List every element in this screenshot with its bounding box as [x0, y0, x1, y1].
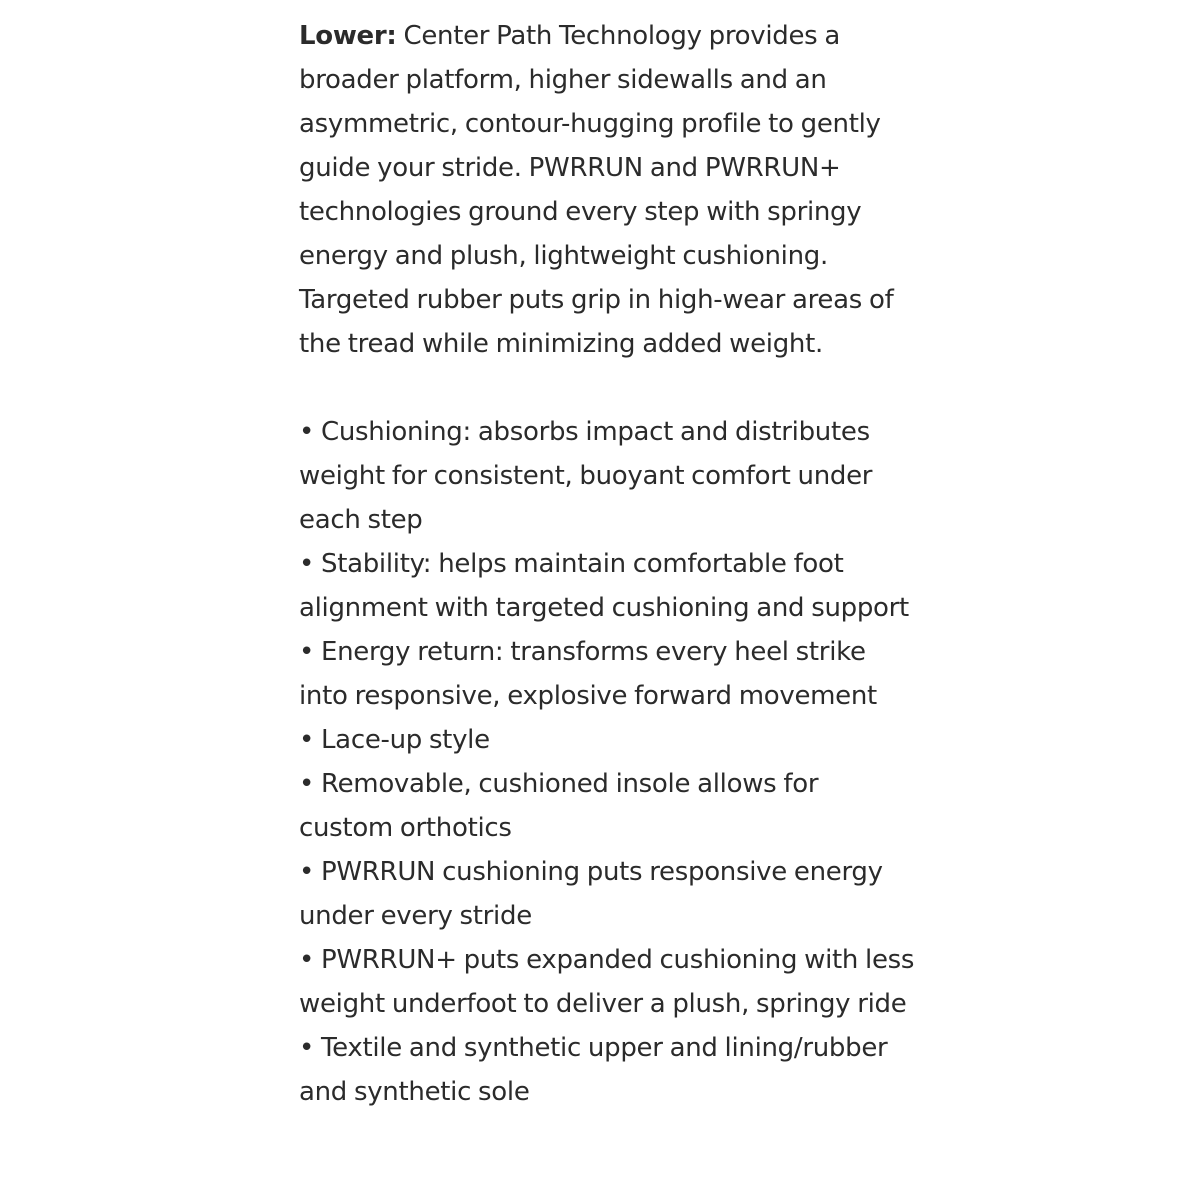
feature-item-pwrrun: • PWRRUN cushioning puts responsive energy under every stride	[299, 857, 883, 931]
lower-label: Lower:	[299, 21, 397, 51]
lower-paragraph	[299, 14, 919, 366]
feature-item-pwrrun-plus: • PWRRUN+ puts expanded cushioning with less weight underfoot to deliver a plush, springy ride	[299, 945, 915, 1019]
feature-list	[299, 410, 919, 1114]
product-description	[299, 14, 919, 1114]
feature-item-energy-return: • Energy return: transforms every heel strike into responsive, explosive forward movement	[299, 637, 877, 711]
feature-item-stability: • Stability: helps maintain comfortable foot alignment with targeted cushioning and support	[299, 549, 909, 623]
feature-item-insole: • Removable, cushioned insole allows for custom orthotics	[299, 769, 819, 843]
lower-text: Center Path Technology provides a broader platform, higher sidewalls and an asymmetric, contour-hugging profile to gently guide your stride. PWRRUN and PWRRUN+ technologies ground every step with springy energy and plush, lightweight cushioning. Targeted rubber puts grip in high-wear areas of the tread while minimizing added weight.	[299, 21, 894, 359]
feature-item-lace-up: • Lace-up style	[299, 725, 490, 755]
paragraph-spacer	[299, 366, 919, 410]
feature-item-materials: • Textile and synthetic upper and lining/rubber and synthetic sole	[299, 1033, 888, 1107]
feature-item-cushioning: • Cushioning: absorbs impact and distributes weight for consistent, buoyant comfort under each step	[299, 417, 873, 535]
